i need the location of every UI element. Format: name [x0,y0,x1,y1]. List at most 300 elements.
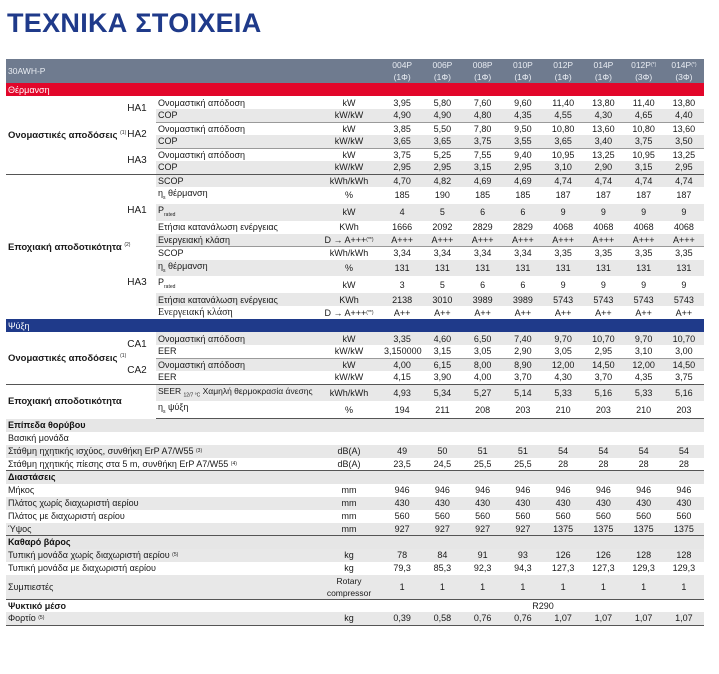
value-cell: A+++ [503,234,543,247]
value-cell: 210 [624,401,664,418]
compressor-row [6,575,704,600]
table-row [6,497,704,510]
value-cell: 4 [382,204,422,221]
value-cell: 3,85 [382,122,422,135]
param-label: Πλάτος χωρίς διαχωριστή αερίου [6,497,316,510]
value-cell: 8,90 [503,358,543,371]
value-cell: 6 [503,204,543,221]
cooling-section [6,319,704,332]
value-cell: 3,90 [433,372,452,383]
value-cell: 3,70 [594,372,613,383]
value-cell: 2138 [382,293,422,306]
value-cell: 3,35 [664,247,704,260]
value-cell: 185 [515,190,531,201]
param-label: Τυπική μονάδα χωρίς διαχωριστή αερίου $^{(5)}$ [6,549,316,562]
value-cell: 54 [624,445,664,458]
value-cell: 10,95 [624,148,664,161]
param-label: Ονομαστική απόδοση [156,332,316,345]
condition-code: HA3 [127,154,147,166]
value-cell: A++ [393,307,411,318]
value-cell: 5,33 [543,384,583,401]
sub-header-row [6,432,704,445]
value-cell: 4,74 [543,174,583,187]
value-cell: 131 [543,260,583,277]
value-cell: 6,15 [422,358,462,371]
condition-code: HA1 [127,103,147,114]
param-label: $P_{rated}$ [158,277,176,291]
table-row [6,384,704,401]
unit-label: kWh/kWh [316,174,382,187]
value-cell: 4,40 [664,109,704,122]
value-cell: 4,90 [382,109,422,122]
value-cell: 12,00 [543,358,583,371]
value-cell: 3 [399,279,405,290]
value-cell: 4,35 [503,109,543,122]
value-cell: 3,15 [433,346,452,357]
value-cell: 11,40 [632,97,655,108]
value-cell: 94,3 [514,563,532,574]
condition-code [118,384,156,418]
value-cell: 5743 [543,293,583,306]
value-cell: 0,58 [422,612,462,625]
model-column-header: 014P(*) (3Φ) [664,59,704,83]
param-label: $\eta_s$ θέρμανση [158,188,208,201]
value-cell: 3,50 [664,135,704,148]
param-label: Ετήσια κατανάλωση ενέργειας [158,222,278,233]
unit-label: D → A+++(**) [316,234,382,247]
value-cell: 4,74 [624,174,664,187]
value-cell: 3,70 [514,372,532,383]
value-cell: 6 [480,279,486,290]
condition-code: HA3 [127,276,147,288]
value-cell: 430 [382,497,422,510]
param-label: SEER $_{12/7 ^\circ C}$ Χαμηλή θερμοκρασία άνεσης [156,384,316,401]
value-cell: 9 [664,204,704,221]
value-cell: 5,80 [433,97,452,108]
value-cell: A++ [554,307,572,318]
value-cell: 49 [382,445,422,458]
value-cell: 3,10 [543,161,583,174]
value-cell: 560 [676,511,692,522]
unit-label: kW [316,204,382,221]
value-cell: 560 [555,511,571,522]
value-cell: 6 [520,279,526,290]
value-cell: 3,34 [422,247,462,260]
value-cell: 4,35 [634,372,653,383]
value-cell: 1,07 [543,612,583,625]
value-cell: 11,40 [552,97,575,108]
value-cell: 560 [475,511,491,522]
value-cell: 4,74 [583,174,623,187]
value-cell: 946 [595,485,611,496]
value-cell: 208 [463,401,503,418]
spec-table [6,59,704,626]
value-cell: 560 [636,511,652,522]
value-cell: 4,30 [583,109,623,122]
value-cell: 131 [664,260,704,277]
value-cell: 1375 [624,523,664,536]
value-cell: 9 [543,204,583,221]
value-cell: A++ [675,307,693,318]
unit-label: dB(A) [316,445,382,458]
value-cell: 3,34 [503,247,543,260]
param-label: SCOP [156,174,316,187]
value-cell: 946 [555,485,571,496]
value-cell: 4,69 [463,174,503,187]
value-cell: 3,15 [624,161,664,174]
value-cell: 131 [503,260,543,277]
value-cell: 2,95 [664,161,704,174]
value-cell: 129,3 [632,563,655,574]
unit-label: kW [316,148,382,161]
model-column-header: 004P (1Φ) [382,59,422,83]
value-cell: 4,55 [543,109,583,122]
value-cell: 1 [624,575,664,600]
heating-section-label: Θέρμανση [6,83,704,96]
condition-code: HA2 [127,129,147,140]
param-label: Ετήσια κατανάλωση ενέργειας [156,293,316,306]
value-cell: 6,50 [463,332,503,345]
value-cell: 28 [583,458,623,471]
value-cell: 129,3 [672,563,696,574]
unit-label: kg [316,612,382,625]
value-cell: 430 [422,497,462,510]
value-cell: 9 [624,204,664,221]
value-cell: 2,90 [583,161,623,174]
unit-label: kW/kW [334,346,364,357]
model-column-header: 012P(*) (3Φ) [624,59,664,83]
value-cell: 9,70 [624,332,664,345]
value-cell: 430 [503,497,543,510]
value-cell: 1375 [664,523,704,536]
value-cell: 560 [595,511,611,522]
value-cell: 560 [434,511,450,522]
value-cell: 946 [636,485,652,496]
value-cell: 194 [382,401,422,418]
value-cell: 3,35 [382,332,422,345]
param-label: Φορτίο $^{(5)}$ [6,612,316,625]
value-cell: 185 [475,190,491,201]
value-cell: 4068 [553,222,574,233]
noise-section [6,419,704,432]
value-cell: 9 [583,204,623,221]
param-label: SCOP [156,247,316,260]
value-cell: 2092 [432,222,453,233]
value-cell: 4,30 [554,372,572,383]
value-cell: 9 [600,279,606,290]
value-cell: 4068 [633,222,654,233]
param-label: $P_{rated}$ [156,204,316,221]
value-cell: 5,33 [624,384,664,401]
value-cell: 10,80 [624,122,664,135]
param-label: Τυπική μονάδα με διαχωριστή αερίου [8,563,156,574]
table-row [6,445,704,458]
value-cell: 946 [434,485,450,496]
value-cell: 13,60 [664,122,704,135]
value-cell: 1 [422,575,462,600]
value-cell: 28 [664,458,704,471]
value-cell: 4,00 [473,372,492,383]
value-cell: 187 [676,190,692,201]
value-cell: 84 [422,549,462,562]
value-cell: 190 [434,190,450,201]
unit-label: kW/kW [316,161,382,174]
value-cell: A+++ [463,234,503,247]
value-cell: 1 [664,575,704,600]
value-cell: 3,15 [463,161,503,174]
param-label: Ενεργειακή κλάση [158,306,233,318]
unit-label: Rotary compressor [316,575,382,600]
unit-label: KWh [339,222,359,233]
value-cell: 1 [543,575,583,600]
value-cell: 203 [583,401,623,418]
param-label: Ονομαστική απόδοση [156,358,316,371]
value-cell: 3,34 [463,247,503,260]
param-label: Στάθμη ηχητικής ισχύος, συνθήκη ErP A7/W55 $^{(3)}$ [6,445,316,458]
value-cell: 430 [583,497,623,510]
unit-label: kWh/kWh [316,384,382,401]
param-label: COP [156,135,316,148]
value-cell: A+++ [543,234,583,247]
refrigerant-section-label: Ψυκτικό μέσο [8,600,66,611]
value-cell: 927 [382,523,422,536]
value-cell: A++ [474,307,491,318]
param-label: COP [156,161,316,174]
unit-label: mm [316,497,382,510]
value-cell: 3,75 [463,135,503,148]
value-cell: 1 [382,575,422,600]
value-cell: 5,34 [422,384,462,401]
value-cell: 3,150000 [384,346,422,357]
value-cell: 10,70 [664,332,704,345]
value-cell: 0,76 [463,612,503,625]
value-cell: 560 [394,511,410,522]
value-cell: 430 [463,497,503,510]
value-cell: 2,95 [594,346,613,357]
value-cell: 79,3 [393,563,411,574]
value-cell: 3010 [422,293,462,306]
model-name: 30AWH-P [6,59,382,83]
value-cell: 9 [681,279,687,290]
refrigerant-type: R290 [532,600,554,611]
value-cell: 5743 [583,293,623,306]
model-column-header: 014P (1Φ) [583,59,623,83]
value-cell: 430 [624,497,664,510]
param-label: Συμπιεστές [6,575,316,600]
unit-label: kW [316,332,382,345]
value-cell: 4,70 [382,174,422,187]
param-label: Στάθμη ηχητικής πίεσης στα 5 m, συνθήκη ErP A7/W55 $^{(4)}$ [6,458,316,471]
param-label: $\eta_s$ ψύξη [156,401,316,418]
param-label: COP [156,109,316,122]
value-cell: 23,5 [382,458,422,471]
value-cell: 560 [515,511,531,522]
value-cell: 54 [543,445,583,458]
value-cell: 54 [664,445,704,458]
unit-label: kg [316,549,382,562]
value-cell: 0,76 [503,612,543,625]
table-row [6,612,704,625]
value-cell: 927 [422,523,462,536]
value-cell: 5,16 [583,384,623,401]
value-cell: 3,00 [675,346,693,357]
value-cell: 5,16 [664,384,704,401]
value-cell: A++ [434,307,451,318]
param-label: Πλάτος με διαχωριστή αερίου [8,511,125,522]
value-cell: 131 [624,260,664,277]
value-cell: 126 [583,549,623,562]
value-cell: 5,50 [422,122,462,135]
value-cell: 131 [583,260,623,277]
unit-label: % [316,260,382,277]
value-cell: 185 [394,190,410,201]
param-label: $\eta_s$ θέρμανση [156,260,316,277]
unit-label: kg [344,563,354,574]
value-cell: 51 [463,445,503,458]
noise-section-label: Επίπεδα θορύβου [6,419,704,432]
value-cell: 126 [543,549,583,562]
param-label: Ονομαστική απόδοση [156,122,316,135]
unit-label: kWh/kWh [316,247,382,260]
value-cell: 5 [422,204,462,221]
param-label: Ονομαστική απόδοση [156,148,316,161]
heating-section [6,83,704,96]
value-cell: 10,70 [583,332,623,345]
value-cell: 10,95 [543,148,583,161]
value-cell: A+++ [422,234,462,247]
value-cell: 3989 [463,293,503,306]
value-cell: 0,39 [382,612,422,625]
value-cell: 92,3 [473,563,492,574]
value-cell: 131 [382,260,422,277]
value-cell: 3,65 [382,135,422,148]
value-cell: A+++ [624,234,664,247]
model-column-header: 008P (1Φ) [463,59,503,83]
value-cell: 1 [583,575,623,600]
value-cell: A+++ [664,234,704,247]
value-cell: 5,14 [503,384,543,401]
value-cell: 13,80 [672,97,696,108]
value-cell: 946 [676,485,692,496]
value-cell: 3,75 [675,372,693,383]
param-label: EER [158,372,177,383]
value-cell: 5743 [624,293,664,306]
value-cell: 3,35 [624,247,664,260]
value-cell: A++ [514,307,532,318]
value-cell: 25,5 [463,458,503,471]
value-cell: 9 [641,279,647,290]
value-cell: A+++ [583,234,623,247]
weight-section-label: Καθαρό βάρος [6,536,704,549]
value-cell: 4,74 [664,174,704,187]
condition-code: CA2 [127,364,147,376]
value-cell: 8,00 [463,358,503,371]
value-cell: 3,10 [634,346,653,357]
value-cell: 946 [475,485,491,496]
value-cell: 927 [463,523,503,536]
value-cell: 3989 [503,293,543,306]
value-cell: 1,07 [624,612,664,625]
value-cell: 54 [583,445,623,458]
unit-label: D → A+++(**) [324,307,374,318]
value-cell: 187 [636,190,652,201]
value-cell: 4,93 [382,384,422,401]
value-cell: 127,3 [551,563,575,574]
value-cell: 127,3 [592,563,615,574]
value-cell: 2,90 [514,346,532,357]
unit-label: % [316,401,382,418]
value-cell: 5,25 [422,148,462,161]
table-row [6,549,704,562]
table-row [6,332,704,345]
value-cell: A++ [595,307,612,318]
value-cell: 3,55 [503,135,543,148]
value-cell: 203 [503,401,543,418]
value-cell: 3,05 [473,346,492,357]
value-cell: 14,50 [664,358,704,371]
value-cell: A+++ [382,234,422,247]
sub-header-label: Βασική μονάδα [8,433,69,444]
condition-code: CA1 [127,339,147,351]
unit-label: kW/kW [334,372,364,383]
value-cell: 7,55 [463,148,503,161]
value-cell: 4,90 [422,109,462,122]
unit-label: kW [342,279,356,290]
model-header-row [6,59,704,83]
unit-label: mm [341,511,357,522]
value-cell: 13,25 [664,148,704,161]
param-label: Ονομαστική απόδοση [158,97,246,108]
table-row [6,484,704,497]
value-cell: 10,80 [543,122,583,135]
value-cell: 927 [503,523,543,536]
value-cell: 1666 [392,222,413,233]
value-cell: 4,00 [382,358,422,371]
value-cell: 9,60 [514,97,532,108]
value-cell: 13,60 [583,122,623,135]
value-cell: 28 [543,458,583,471]
value-cell: 4,60 [422,332,462,345]
value-cell: 1 [463,575,503,600]
table-row [6,96,704,109]
value-cell: 4,65 [624,109,664,122]
model-column-header: 012P (1Φ) [543,59,583,83]
group-label: Ονομαστικές αποδόσεις $^{(1)}$ [8,130,127,142]
value-cell: 187 [595,190,611,201]
value-cell: 28 [624,458,664,471]
value-cell: 9,50 [503,122,543,135]
value-cell: 3,35 [583,247,623,260]
condition-code: HA1 [118,174,156,247]
value-cell: 7,80 [463,122,503,135]
value-cell: 6 [463,204,503,221]
value-cell: 3,95 [393,97,411,108]
cooling-section-label: Ψύξη [6,319,704,332]
value-cell: 946 [394,485,410,496]
value-cell: 3,40 [583,135,623,148]
page-title: ΤΕΧΝΙΚΑ ΣΤΟΙΧΕΙΑ [7,8,262,38]
value-cell: 7,60 [473,97,492,108]
value-cell: 3,35 [543,247,583,260]
value-cell: 203 [664,401,704,418]
unit-label: % [345,190,354,201]
value-cell: 13,25 [583,148,623,161]
value-cell: 4,82 [422,174,462,187]
group-label: Εποχιακή αποδοτικότητα [6,384,118,418]
value-cell: 7,40 [503,332,543,345]
weight-section [6,536,704,549]
value-cell: 5743 [664,293,704,306]
